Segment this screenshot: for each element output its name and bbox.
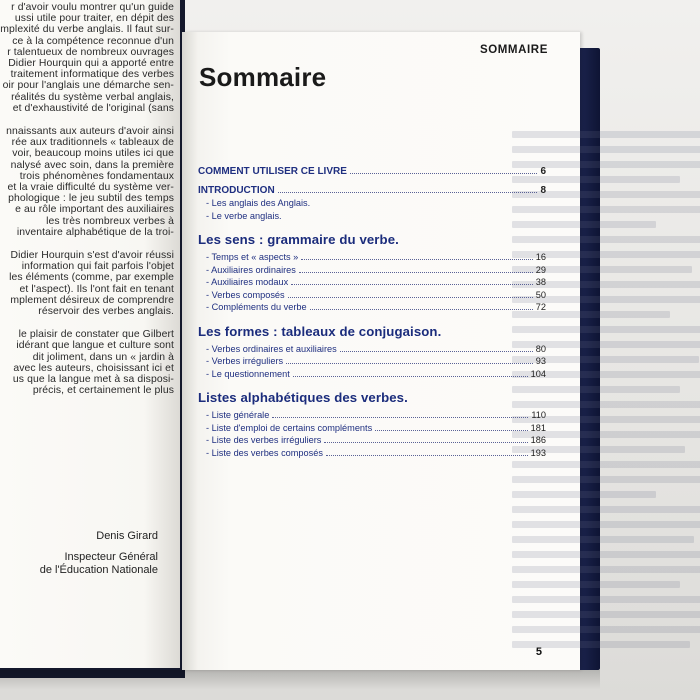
dot-leader [286,363,533,364]
signature-title: de l'Éducation Nationale [39,564,158,576]
toc-page: 93 [535,356,546,366]
toc-subentry [198,447,546,460]
right-page [182,32,580,670]
toc-label: - Liste d'emploi de certains compléments [206,422,373,433]
dot-leader [324,442,527,443]
toc-subentry [198,251,546,264]
signature-title: Inspecteur Général [64,551,158,563]
toc-page: 50 [535,289,546,300]
preface-paragraph: nnaissants aux auteurs d'avoir ainsi rée aux traditionnels « tableaux de voir, beaucoup moins utiles ici que nalysé avec soin, dans la première trois phénomènes fondamentaux et la vraie difficulté du système ver- phologique : le jeu subtil des temps e au rôle important des auxiliaires les très nombreux verbes à inventaire alphabétique de la troi- [6,126,174,238]
dot-leader [299,272,533,273]
signature-name: Denis Girard [96,530,158,542]
toc-page: 16 [535,252,546,262]
book-shadow [0,670,600,690]
toc-entry [198,185,546,198]
toc-label: COMMENT UTILISER CE LIVRE [198,166,347,177]
toc-label: - Le verbe anglais. [206,210,282,221]
toc-subentry [198,343,546,356]
toc-subentry [198,264,546,277]
page-title: Sommaire [199,62,327,92]
toc-page: 186 [530,435,546,445]
dot-leader [278,192,538,193]
toc-page: 8 [540,184,546,196]
toc-label: - Verbes ordinaires et auxiliaires [206,343,337,354]
toc-subentry [198,210,546,223]
toc-label: - Auxiliaires modaux [206,277,289,287]
dot-leader [310,309,533,310]
toc-subentry [198,434,546,447]
dot-leader [326,455,528,456]
toc-label: - Liste des verbes irréguliers [206,435,322,445]
toc-label: - Temps et « aspects » [206,252,299,262]
toc-subentry [198,368,546,381]
toc-subentry [198,197,546,210]
preface-text [0,2,174,409]
dot-leader [291,284,533,285]
page-number: 5 [535,646,542,658]
left-page [0,0,180,668]
toc-page: 29 [535,264,546,275]
toc-subentry [198,355,546,368]
dot-leader [301,259,533,260]
toc-label: - Auxiliaires ordinaires [206,264,296,275]
toc-label: - Liste générale [206,410,270,420]
dot-leader [288,297,533,298]
toc-subentry [198,301,546,314]
toc-page: 181 [530,422,546,433]
toc-page: 38 [535,277,546,287]
toc-label: - Verbes composés [206,289,285,300]
dot-leader [375,430,527,431]
toc-label: - Le questionnement [206,368,290,379]
toc-page: 110 [531,410,546,420]
toc-subentry [198,276,546,289]
dot-leader [272,417,528,418]
running-header: SOMMAIRE [479,44,548,56]
dot-leader [293,376,528,377]
preface-paragraph: Didier Hourquin s'est d'avoir réussi information qui fait parfois l'objet les éléments (comme, par exemple et l'aspect). Ils l'ont fait en tenant mplement désireux de comprendre réservoir des verbes anglais. [9,250,174,318]
toc-subentry [198,289,546,302]
toc-entry [198,166,546,179]
section-title: Listes alphabétiques des verbes. [198,390,408,405]
toc-subentry [198,409,546,422]
section-title: Les formes : tableaux de conjugaison. [198,323,442,339]
toc-page: 72 [535,302,546,312]
preface-paragraph: le plaisir de constater que Gilbert idérant que langue et culture sont dit joliment, dans un « jardin à avec les auteurs, choisissant ici et us que la langue met à sa disposi- précis, et certainement le plus [12,329,174,397]
toc-label: INTRODUCTION [198,184,275,196]
toc-subentry [198,422,546,435]
toc-label: - Liste des verbes composés [206,447,323,458]
table-of-contents [198,166,546,459]
signature-block [40,530,158,577]
toc-page: 80 [535,343,546,354]
preface-paragraph: r d'avoir voulu montrer qu'un guide ussi utile pour traiter, en dépit des mplexité du verbe anglais. Il faut sur- ce à la compétence reconnue d'un r talentueux de nombreux ouvrages Didier Hourquin qui a apporté entre traitement informatique des verbes oir pour l'anglais une démarche sen- réalités du système verbal anglais, et d'exhaustivité de l'original (sans [0,2,174,114]
toc-label: - Les anglais des Anglais. [206,198,311,208]
dot-leader [340,351,533,352]
toc-page: 104 [530,368,546,379]
dot-leader [350,173,538,174]
toc-label: - Verbes irréguliers [206,356,284,366]
toc-label: - Compléments du verbe [206,302,307,312]
toc-page: 6 [540,166,546,177]
section-title: Les sens : grammaire du verbe. [198,232,399,247]
toc-page: 193 [530,447,546,458]
